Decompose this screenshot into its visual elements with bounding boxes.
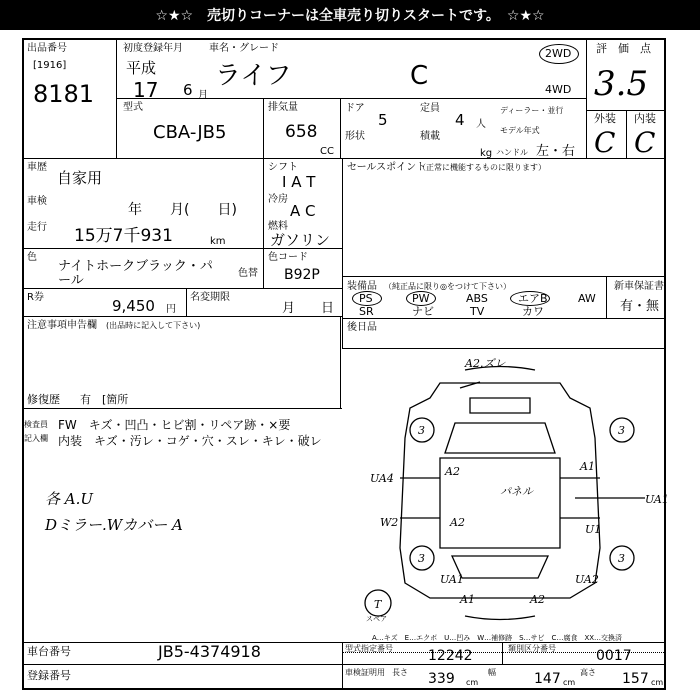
after-items-label: 後日品 bbox=[347, 322, 377, 333]
top-banner: ☆★☆ 売切りコーナーは全車売り切りスタートです。 ☆★☆ bbox=[0, 0, 700, 30]
inspector-row-2: 内装 キズ・汚レ・コゲ・穴・スレ・キレ・破レ bbox=[58, 434, 322, 448]
height-label: 高さ bbox=[580, 668, 596, 677]
capacity-value: 4 bbox=[455, 111, 465, 129]
fuel-label: 燃料 bbox=[268, 221, 288, 232]
color-label: 色 bbox=[27, 252, 37, 263]
divider bbox=[626, 110, 627, 158]
recycle-unit: 円 bbox=[166, 304, 176, 315]
type-num-value: 12242 bbox=[428, 648, 473, 664]
type-num-label: 型式指定番号 bbox=[345, 644, 393, 653]
handwritten-note-2: Dミラー.Wカバー A bbox=[45, 516, 183, 534]
reg-month-unit: 月 bbox=[198, 90, 208, 101]
color-code-label: 色コード bbox=[268, 252, 308, 263]
equipment-sub: （純正品に限り◎をつけて下さい） bbox=[384, 282, 511, 291]
divider bbox=[22, 158, 342, 159]
length-value: 339 bbox=[428, 671, 455, 687]
ac-value: A C bbox=[290, 202, 316, 220]
mileage-label: 走行 bbox=[27, 222, 47, 233]
diagram-mark: A1 bbox=[580, 460, 595, 473]
divider bbox=[342, 276, 666, 277]
notes-sub: (出品時に記入して下さい) bbox=[106, 321, 201, 330]
diagram-mark: 3 bbox=[618, 552, 625, 565]
handle-label: ハンドル bbox=[496, 148, 528, 157]
divider bbox=[340, 316, 341, 408]
shift-label: シフト bbox=[268, 162, 298, 173]
height-value: 157 bbox=[622, 671, 649, 687]
first-reg-label: 初度登録年月 bbox=[123, 43, 183, 54]
damage-legend: A…キズ E…エクボ U…凹み W…補修跡 S…サビ C…腐食 XX…交換済 bbox=[372, 634, 623, 642]
equip-sr: SR bbox=[359, 305, 374, 318]
divider bbox=[263, 158, 264, 248]
divider bbox=[342, 318, 666, 319]
load-unit: kg bbox=[480, 148, 493, 159]
diagram-mark: A2 bbox=[450, 516, 465, 529]
displacement-label: 排気量 bbox=[268, 102, 298, 113]
color-value-1: ナイトホークブラック・パ bbox=[58, 259, 213, 274]
spare-label: スペア bbox=[366, 615, 387, 623]
divider bbox=[586, 38, 587, 158]
name-change-label: 名変期限 bbox=[190, 292, 230, 303]
diagram-mark: A2.ズレ bbox=[465, 357, 506, 370]
divider bbox=[22, 664, 342, 665]
equip-leather: カワ bbox=[522, 305, 544, 318]
equip-tv: TV bbox=[470, 305, 485, 318]
door-value: 5 bbox=[378, 111, 388, 129]
diagram-mark: UA4 bbox=[370, 472, 394, 485]
score-label: 評 価 点 bbox=[596, 42, 651, 55]
grade: C bbox=[410, 61, 429, 91]
diagram-mark: 3 bbox=[418, 552, 425, 565]
model-year-label: モデル年式 bbox=[500, 126, 540, 135]
door-label: ドア bbox=[345, 103, 365, 114]
model-code: CBA-JB5 bbox=[153, 122, 227, 143]
drive-2wd: 2WD bbox=[545, 47, 572, 60]
chassis-label: 車台番号 bbox=[27, 645, 71, 658]
inspector-row-1: FW キズ・凹凸・ヒビ割・リペア跡・×要 bbox=[58, 418, 291, 432]
car-name-label: 車名・グレード bbox=[209, 43, 279, 54]
class-num-value: 0017 bbox=[596, 648, 632, 664]
exterior-value: C bbox=[594, 126, 616, 159]
divider bbox=[502, 642, 503, 664]
class-num-label: 類別区分番号 bbox=[508, 644, 556, 653]
handwritten-note-1: 各 A.U bbox=[45, 490, 94, 508]
inspector-label-2: 記入欄 bbox=[24, 434, 48, 443]
diagram-mark: T bbox=[374, 598, 382, 611]
history-label: 車歴 bbox=[27, 162, 47, 173]
length-label: 長さ bbox=[392, 668, 408, 677]
warranty-label: 新車保証書 bbox=[614, 281, 664, 292]
capacity-label: 定員 bbox=[420, 103, 440, 114]
diagram-mark: パネル bbox=[500, 485, 533, 498]
divider bbox=[342, 158, 343, 348]
equipment-label: 装備品 bbox=[347, 281, 377, 292]
exterior-label: 外装 bbox=[594, 112, 616, 125]
equip-abs: ABS bbox=[466, 292, 488, 305]
equip-airbag: エアB bbox=[518, 292, 548, 305]
reg-month: 6 bbox=[183, 81, 193, 99]
load-label: 積載 bbox=[420, 131, 440, 142]
ac-label: 冷房 bbox=[268, 194, 288, 205]
color-code-value: B92P bbox=[284, 267, 320, 283]
drive-4wd: 4WD bbox=[545, 83, 572, 96]
diagram-mark: UA1 bbox=[645, 493, 669, 506]
displacement: 658 bbox=[285, 122, 318, 142]
diagram-mark: A2 bbox=[445, 465, 460, 478]
divider bbox=[342, 158, 666, 159]
chassis-value: JB5-4374918 bbox=[158, 642, 261, 661]
diagram-mark: 3 bbox=[418, 424, 425, 437]
diagram-mark: UA2 bbox=[575, 573, 599, 586]
sales-sub: （正常に機能するものに限ります） bbox=[418, 163, 546, 172]
model-label: 型式 bbox=[123, 102, 143, 113]
registration-label: 登録番号 bbox=[27, 669, 71, 682]
diagram-mark: UA1 bbox=[440, 573, 464, 586]
interior-label: 内装 bbox=[634, 112, 656, 125]
equip-navi: ナビ bbox=[412, 305, 434, 318]
diagram-mark: 3 bbox=[618, 424, 625, 437]
car-damage-diagram bbox=[360, 357, 669, 628]
lot-label: 出品番号 bbox=[27, 43, 67, 54]
diagram-mark: U1 bbox=[585, 523, 602, 536]
warranty-value: 有・無 bbox=[620, 299, 660, 314]
diagram-mark: A1 bbox=[460, 593, 475, 606]
interior-value: C bbox=[634, 126, 656, 159]
divider bbox=[186, 288, 187, 316]
width-unit: cm bbox=[563, 678, 576, 687]
inspection-label: 車検 bbox=[27, 196, 47, 207]
repair-value: 有 [箇所 bbox=[80, 393, 129, 406]
shift-value: I A T bbox=[282, 173, 316, 191]
inspector-label-1: 検査員 bbox=[24, 420, 48, 429]
history-value: 自家用 bbox=[57, 169, 103, 187]
notes-label: 注意事項申告欄 bbox=[27, 320, 97, 331]
inspection-value: 年 月( 日) bbox=[128, 202, 237, 218]
mileage-value: 15万7千931 bbox=[74, 226, 173, 246]
displacement-unit: CC bbox=[320, 146, 334, 157]
capacity-unit: 人 bbox=[476, 119, 486, 130]
divider bbox=[22, 642, 666, 643]
mileage-unit: km bbox=[210, 236, 226, 247]
name-change-value: 月 日 bbox=[282, 301, 335, 316]
divider bbox=[606, 276, 607, 318]
height-unit: cm bbox=[651, 678, 664, 687]
recycle-label: R券 bbox=[27, 292, 44, 303]
repair-label: 修復歴 bbox=[27, 393, 60, 406]
lot-number: 8181 bbox=[33, 80, 95, 108]
width-value: 147 bbox=[534, 671, 561, 687]
divider bbox=[263, 248, 264, 288]
divider bbox=[342, 348, 666, 349]
length-unit: cm bbox=[466, 678, 479, 687]
cert-label: 車検証明用 bbox=[345, 668, 385, 677]
diagram-mark: A2 bbox=[530, 593, 545, 606]
handle-value: 左・右 bbox=[536, 144, 576, 159]
equip-ps: PS bbox=[359, 292, 373, 305]
score-value: 3.5 bbox=[594, 64, 649, 104]
color-change-label: 色替 bbox=[238, 268, 258, 279]
width-label: 幅 bbox=[488, 668, 496, 677]
lot-small: [1916] bbox=[33, 60, 67, 71]
sales-label: セールスポイント bbox=[347, 162, 427, 173]
divider bbox=[263, 98, 264, 158]
fuel-value: ガソリン bbox=[270, 231, 331, 249]
shape-label: 形状 bbox=[345, 131, 365, 142]
dealer-label: ディーラー・並行 bbox=[500, 106, 564, 115]
reg-year: 17 bbox=[133, 78, 159, 102]
divider bbox=[340, 98, 341, 158]
divider bbox=[342, 642, 343, 690]
color-value-2: ール bbox=[58, 273, 84, 288]
diagram-mark: W2 bbox=[380, 516, 399, 529]
divider bbox=[22, 408, 342, 409]
equip-aw: AW bbox=[578, 292, 596, 305]
equip-pw: PW bbox=[412, 292, 430, 305]
recycle-value: 9,450 bbox=[112, 297, 155, 315]
car-name: ライフ bbox=[215, 61, 292, 91]
era: 平成 bbox=[126, 59, 157, 77]
